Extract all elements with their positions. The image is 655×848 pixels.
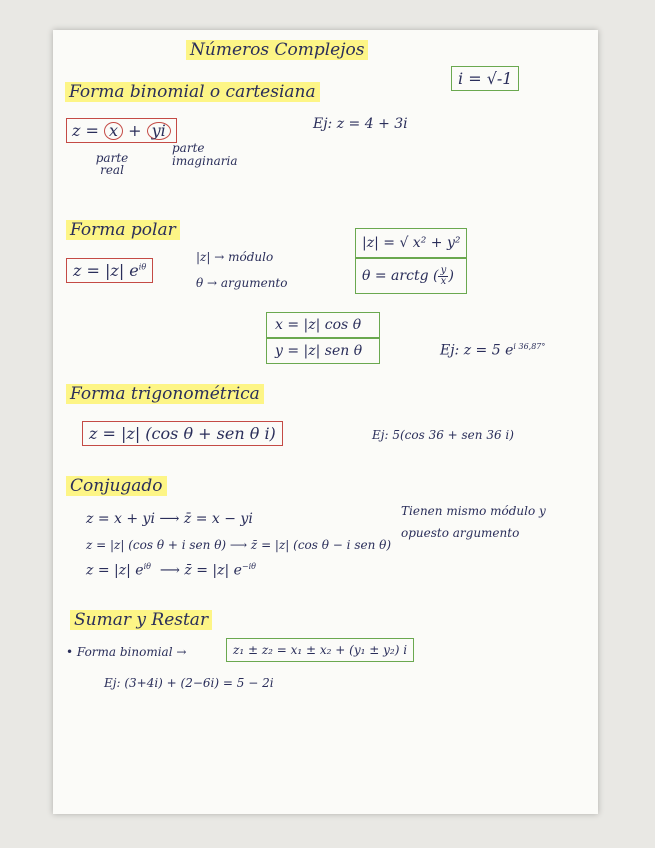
modulo-formula-box: |z| = √ x² + y² bbox=[355, 228, 467, 258]
binomial-heading: Forma binomial o cartesiana bbox=[65, 82, 320, 102]
binomial-example: Ej: z = 4 + 3i bbox=[313, 116, 408, 132]
conjugado-heading: Conjugado bbox=[66, 476, 167, 496]
modulo-label: |z| → módulo bbox=[196, 250, 274, 264]
x-formula-box: x = |z| cos θ bbox=[266, 312, 380, 338]
imaginary-part-circle: yi bbox=[147, 122, 171, 140]
y-formula-box: y = |z| sen θ bbox=[266, 338, 380, 364]
imaginary-unit: i = √-1 bbox=[458, 69, 513, 88]
sumar-bullet: • Forma binomial → bbox=[66, 645, 187, 659]
real-part-circle: x bbox=[104, 122, 123, 140]
page-title: Números Complejos bbox=[186, 40, 368, 60]
polar-formula-box: z = |z| $e^{i\theta}$ bbox=[66, 258, 153, 283]
polar-example: Ej: z = 5 $e^{i 36,87^\circ}$ bbox=[440, 342, 546, 359]
trig-heading: Forma trigonométrica bbox=[66, 384, 264, 404]
argumento-label: θ → argumento bbox=[196, 276, 288, 290]
sumar-formula-box: z₁ ± z₂ = x₁ ± x₂ + (y₁ ± y₂) i bbox=[226, 638, 414, 662]
conjugate-binomial: z = x + yi ⟶ z̄ = x − yi bbox=[86, 511, 253, 527]
conjugate-trig: z = |z| (cos θ + i sen θ) ⟶ z̄ = |z| (cos θ − i sen θ) bbox=[86, 538, 392, 552]
sumar-heading: Sumar y Restar bbox=[70, 610, 212, 630]
trig-example: Ej: 5(cos 36 + sen 36 i) bbox=[372, 428, 514, 442]
conjugate-polar: z = |z| $e^{i\theta}$ ⟶ z̄ = |z| $e^{-i\theta}$ bbox=[86, 562, 256, 579]
real-part-label: parte real bbox=[95, 151, 129, 177]
sumar-example: Ej: (3+4i) + (2−6i) = 5 − 2i bbox=[104, 676, 274, 690]
polar-heading: Forma polar bbox=[66, 220, 180, 240]
argument-formula-box: θ = arctg ( $\frac{y}{x}$ ) bbox=[355, 258, 467, 294]
conjugate-note: Tienen mismo módulo y opuesto argumento bbox=[401, 504, 546, 540]
trig-formula-box: z = |z| (cos θ + sen θ i) bbox=[82, 421, 283, 446]
binomial-formula-box: z = x + yi bbox=[66, 118, 177, 143]
imaginary-unit-box bbox=[451, 66, 519, 91]
imaginary-part-label: parte imaginaria bbox=[172, 141, 238, 168]
